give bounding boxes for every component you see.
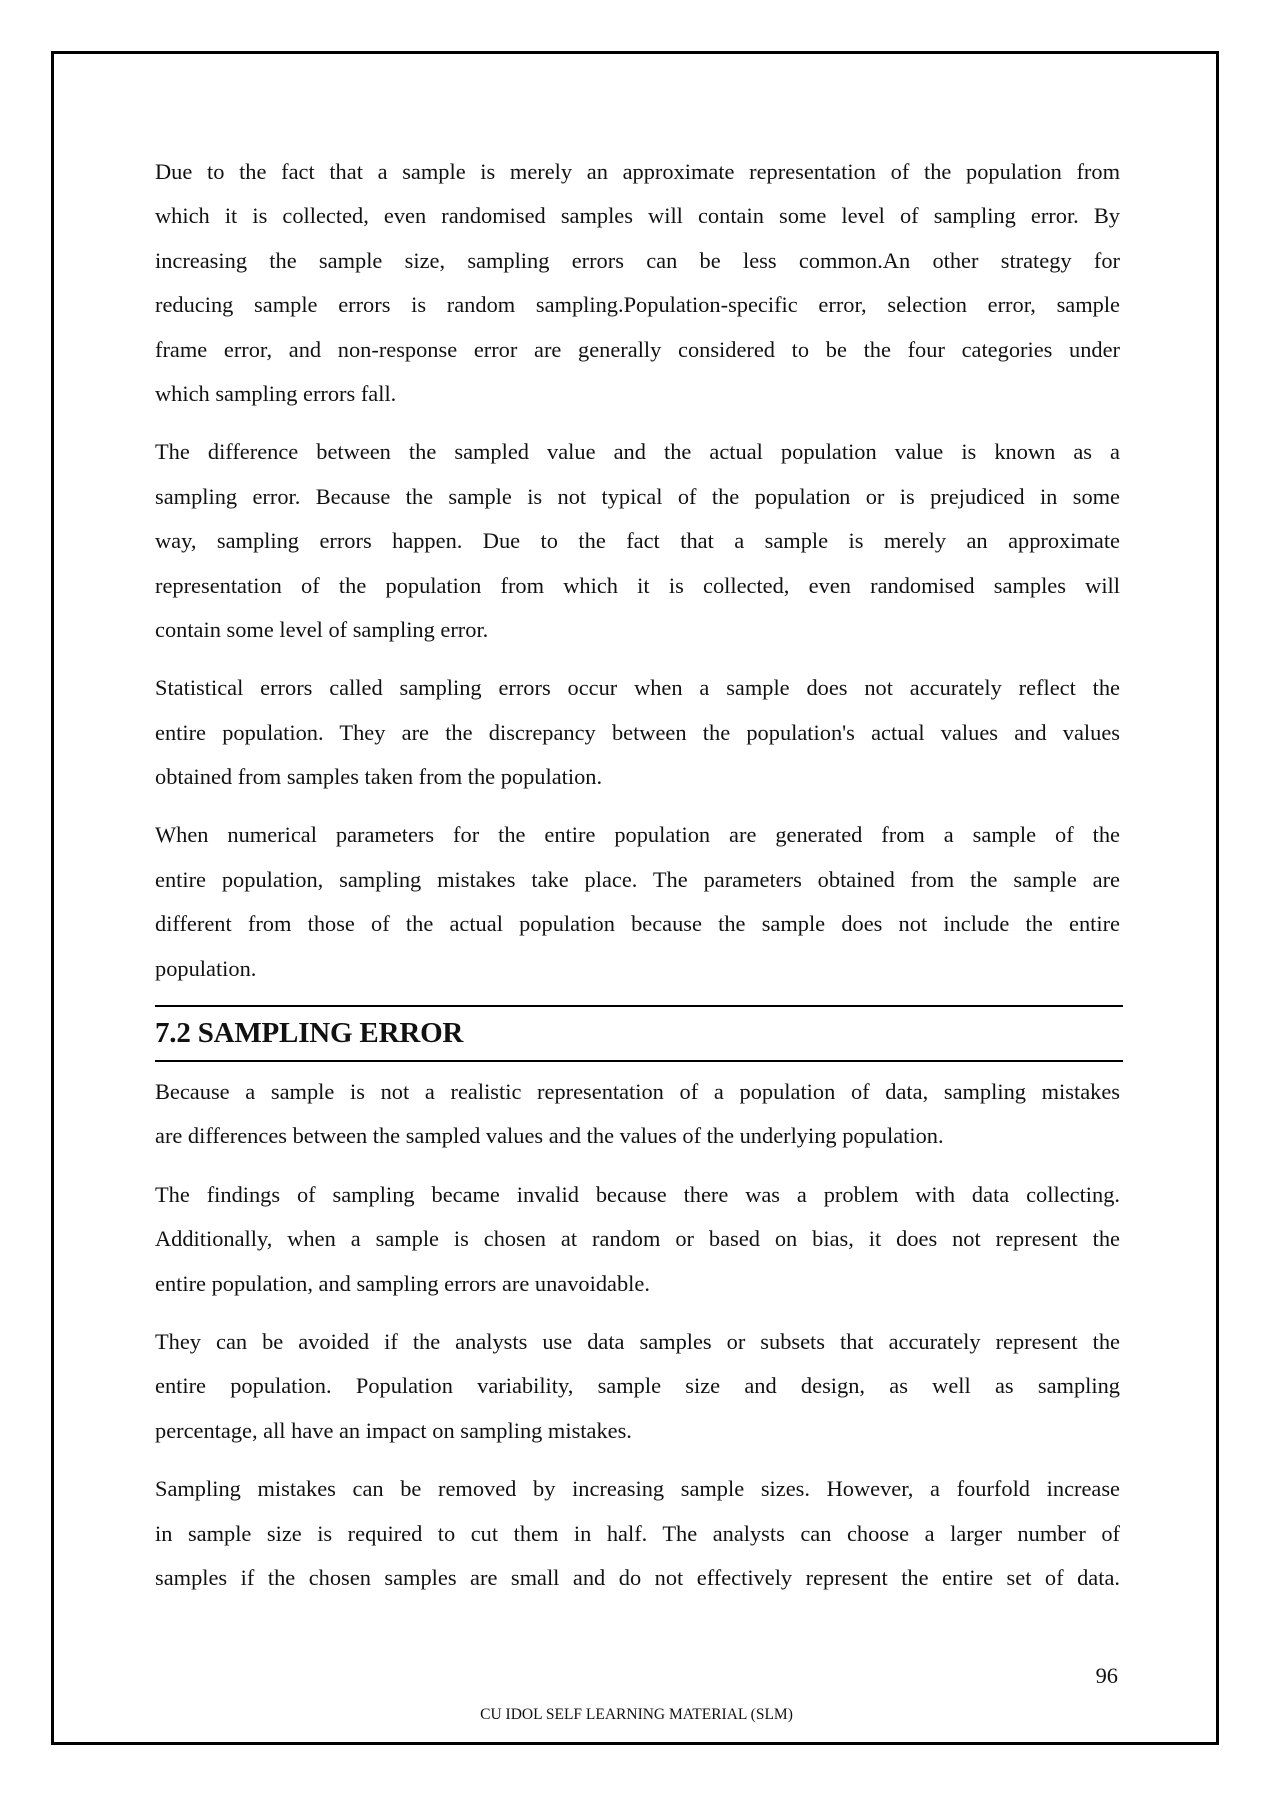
text-line: samples if the chosen samples are small and do not effectively represent the entire set of data. bbox=[155, 1564, 1120, 1590]
page-content bbox=[155, 150, 1120, 1614]
section-heading-block bbox=[155, 1005, 1123, 1062]
text-line: entire population. They are the discrepancy between the population's actual values and values bbox=[155, 719, 1120, 745]
paragraph-5 bbox=[155, 1070, 1120, 1159]
text-line: They can be avoided if the analysts use data samples or subsets that accurately represent the bbox=[155, 1328, 1120, 1354]
text-line: Statistical errors called sampling errors occur when a sample does not accurately reflect the bbox=[155, 675, 1120, 701]
text-line: are differences between the sampled values and the values of the underlying population. bbox=[155, 1123, 944, 1149]
text-line: way, sampling errors happen. Due to the fact that a sample is merely an approximate bbox=[155, 528, 1120, 554]
paragraph-6 bbox=[155, 1173, 1120, 1306]
text-line: When numerical parameters for the entire population are generated from a sample of the bbox=[155, 822, 1120, 848]
paragraph-8 bbox=[155, 1467, 1120, 1600]
section-heading: 7.2 SAMPLING ERROR bbox=[155, 1017, 464, 1050]
text-line: representation of the population from which it is collected, even randomised samples will bbox=[155, 572, 1120, 598]
text-line: Due to the fact that a sample is merely an approximate representation of the population from bbox=[155, 159, 1120, 184]
text-line: in sample size is required to cut them in half. The analysts can choose a larger number of bbox=[155, 1520, 1120, 1546]
page-number: 96 bbox=[1095, 1663, 1118, 1688]
paragraph-3 bbox=[155, 666, 1120, 799]
text-line: which it is collected, even randomised samples will contain some level of sampling error. By bbox=[155, 203, 1120, 229]
text-line: contain some level of sampling error. bbox=[155, 616, 489, 642]
text-line: increasing the sample size, sampling errors can be less common.An other strategy for bbox=[155, 247, 1120, 273]
text-line: reducing sample errors is random sampling.Population-specific error, selection error, sample bbox=[155, 292, 1120, 318]
text-line: Sampling mistakes can be removed by increasing sample sizes. However, a fourfold increase bbox=[155, 1476, 1120, 1502]
text-line: frame error, and non-response error are generally considered to be the four categories under bbox=[155, 336, 1120, 362]
text-line: entire population. Population variability, sample size and design, as well as sampling bbox=[155, 1373, 1120, 1399]
text-line: entire population, sampling mistakes take place. The parameters obtained from the sample are bbox=[155, 866, 1120, 892]
text-line: percentage, all have an impact on sampling mistakes. bbox=[155, 1417, 632, 1443]
heading-bottom-rule bbox=[155, 1060, 1123, 1062]
text-line: The difference between the sampled value and the actual population value is known as a bbox=[155, 439, 1120, 465]
text-line: different from those of the actual population because the sample does not include the entire bbox=[155, 911, 1120, 937]
text-line: which sampling errors fall. bbox=[155, 380, 397, 406]
footer-text: CU IDOL SELF LEARNING MATERIAL (SLM) bbox=[480, 1706, 793, 1723]
text-line: The findings of sampling became invalid because there was a problem with data collecting. bbox=[155, 1181, 1120, 1207]
text-line: Additionally, when a sample is chosen at random or based on bias, it does not represent the bbox=[155, 1226, 1120, 1252]
text-line: Because a sample is not a realistic representation of a population of data, sampling mistakes bbox=[155, 1079, 1120, 1105]
paragraph-2 bbox=[155, 430, 1120, 652]
paragraph-7 bbox=[155, 1320, 1120, 1453]
text-line: population. bbox=[155, 955, 257, 981]
text-line: entire population, and sampling errors are unavoidable. bbox=[155, 1270, 650, 1296]
text-line: obtained from samples taken from the population. bbox=[155, 764, 603, 790]
paragraph-1 bbox=[155, 150, 1120, 416]
paragraph-4 bbox=[155, 813, 1120, 991]
text-line: sampling error. Because the sample is not typical of the population or is prejudiced in some bbox=[155, 483, 1120, 509]
